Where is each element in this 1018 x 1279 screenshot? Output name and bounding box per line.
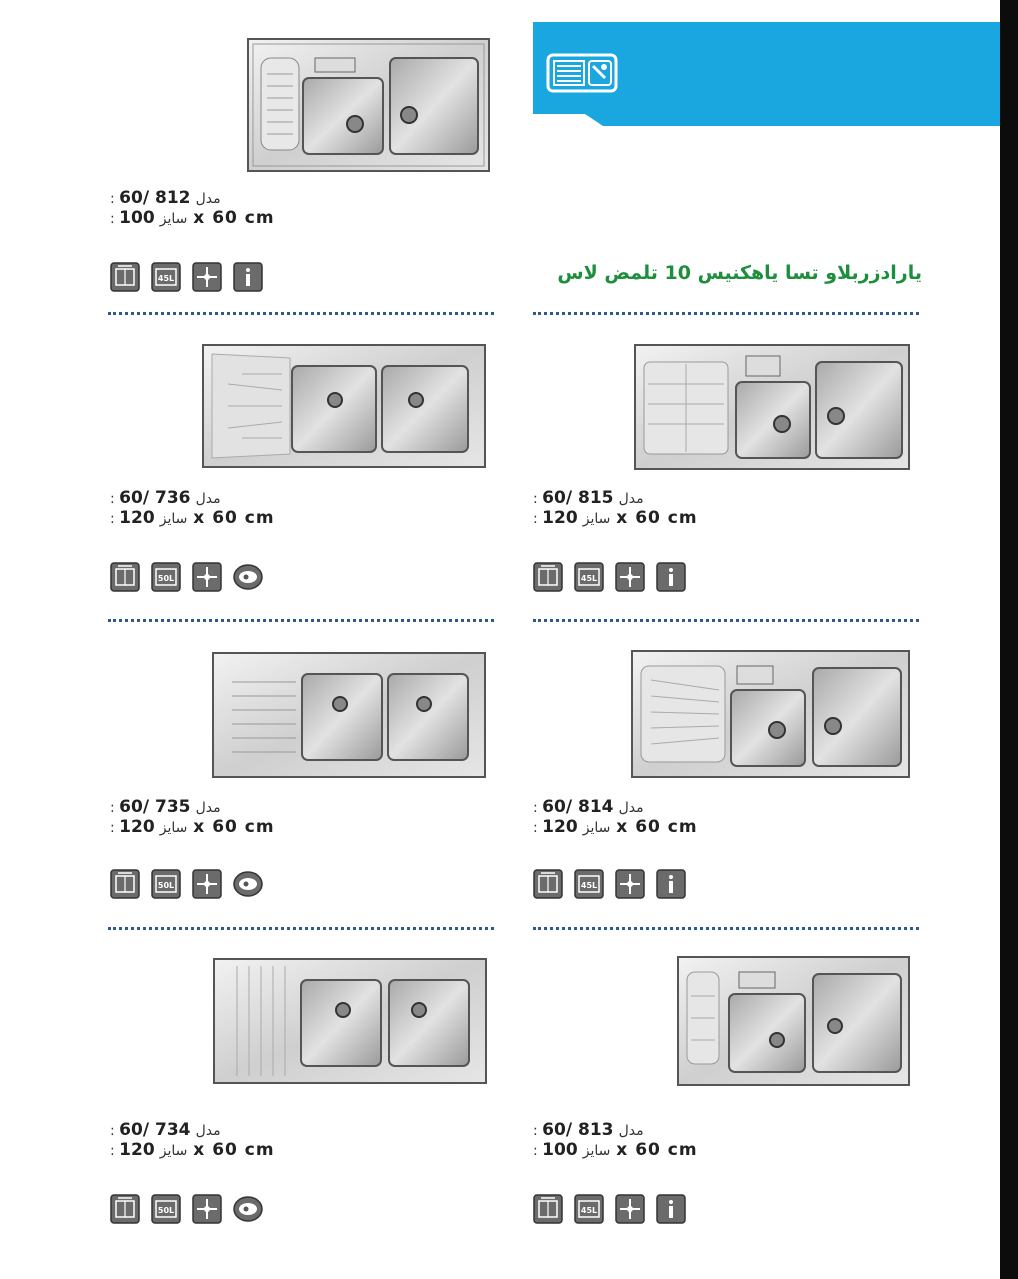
size-label: : سایز bbox=[533, 1143, 611, 1159]
info-icon bbox=[233, 262, 263, 292]
capacity-50l-icon bbox=[151, 869, 181, 899]
drain-plug-icon bbox=[233, 869, 263, 899]
model-number: 813 /60 bbox=[542, 1120, 614, 1140]
size-label: : سایز bbox=[533, 820, 611, 836]
sink-basin-icon bbox=[110, 262, 140, 292]
model-label: : مدل bbox=[110, 800, 221, 816]
model-number: 735 /60 bbox=[119, 797, 191, 817]
size-value: 120 x 60 cm bbox=[542, 508, 698, 528]
sink-basin-icon bbox=[533, 562, 563, 592]
info-icon bbox=[656, 562, 686, 592]
sink-basin-icon bbox=[533, 1194, 563, 1224]
size-value: 120 x 60 cm bbox=[542, 817, 698, 837]
model-label: : مدل bbox=[110, 1123, 221, 1139]
warranty-slogan: یارادزربلاو تسا یاهکنیس 10 تلمض لاس bbox=[557, 262, 922, 284]
drainer-icon bbox=[192, 869, 222, 899]
drainer-icon bbox=[192, 262, 222, 292]
sink-image bbox=[677, 956, 910, 1090]
sink-basin-icon bbox=[533, 869, 563, 899]
svg-text:50L: 50L bbox=[157, 1206, 175, 1215]
divider bbox=[108, 927, 494, 930]
size-value: 100 x 60 cm bbox=[542, 1140, 698, 1160]
capacity-45l-icon bbox=[574, 1194, 604, 1224]
info-icon bbox=[656, 1194, 686, 1224]
size-label: : سایز bbox=[110, 1143, 188, 1159]
capacity-50l-icon bbox=[151, 562, 181, 592]
drain-plug-icon bbox=[233, 562, 263, 592]
drainer-icon bbox=[192, 562, 222, 592]
info-icon bbox=[656, 869, 686, 899]
size-value: 100 x 60 cm bbox=[119, 208, 275, 228]
svg-text:45L: 45L bbox=[580, 881, 598, 890]
size-value: 120 x 60 cm bbox=[119, 817, 275, 837]
model-label: : مدل bbox=[533, 800, 644, 816]
drainer-icon bbox=[615, 869, 645, 899]
divider bbox=[533, 927, 919, 930]
divider bbox=[533, 312, 919, 315]
size-label: : سایز bbox=[110, 211, 188, 227]
model-label: : مدل bbox=[533, 1123, 644, 1139]
model-number: 814 /60 bbox=[542, 797, 614, 817]
divider bbox=[533, 619, 919, 622]
model-number: 815 /60 bbox=[542, 488, 614, 508]
size-label: : سایز bbox=[533, 511, 611, 527]
svg-text:50L: 50L bbox=[157, 881, 175, 890]
model-label: : مدل bbox=[533, 491, 644, 507]
size-label: : سایز bbox=[110, 511, 188, 527]
drainer-icon bbox=[615, 1194, 645, 1224]
model-number: 734 /60 bbox=[119, 1120, 191, 1140]
sink-basin-icon bbox=[110, 562, 140, 592]
svg-text:45L: 45L bbox=[157, 274, 175, 283]
sink-image bbox=[247, 38, 490, 176]
size-label: : سایز bbox=[110, 820, 188, 836]
size-value: 120 x 60 cm bbox=[119, 1140, 275, 1160]
drainer-icon bbox=[615, 562, 645, 592]
capacity-45l-icon bbox=[574, 869, 604, 899]
svg-text:45L: 45L bbox=[580, 574, 598, 583]
sink-image bbox=[202, 344, 486, 472]
divider bbox=[108, 619, 494, 622]
model-number: 736 /60 bbox=[119, 488, 191, 508]
model-number: 812 /60 bbox=[119, 188, 191, 208]
capacity-45l-icon bbox=[151, 262, 181, 292]
sink-image bbox=[213, 958, 487, 1088]
section-banner bbox=[533, 22, 1000, 126]
svg-text:45L: 45L bbox=[580, 1206, 598, 1215]
capacity-45l-icon bbox=[574, 562, 604, 592]
drainer-icon bbox=[192, 1194, 222, 1224]
capacity-50l-icon bbox=[151, 1194, 181, 1224]
divider bbox=[108, 312, 494, 315]
sink-basin-icon bbox=[110, 1194, 140, 1224]
model-label: : مدل bbox=[110, 191, 221, 207]
model-label: : مدل bbox=[110, 491, 221, 507]
svg-text:50L: 50L bbox=[157, 574, 175, 583]
size-value: 120 x 60 cm bbox=[119, 508, 275, 528]
sink-basin-icon bbox=[110, 869, 140, 899]
sink-image bbox=[212, 652, 486, 782]
drain-plug-icon bbox=[233, 1194, 263, 1224]
sink-image bbox=[634, 344, 910, 474]
page-edge bbox=[1000, 0, 1018, 1279]
sink-image bbox=[631, 650, 910, 782]
